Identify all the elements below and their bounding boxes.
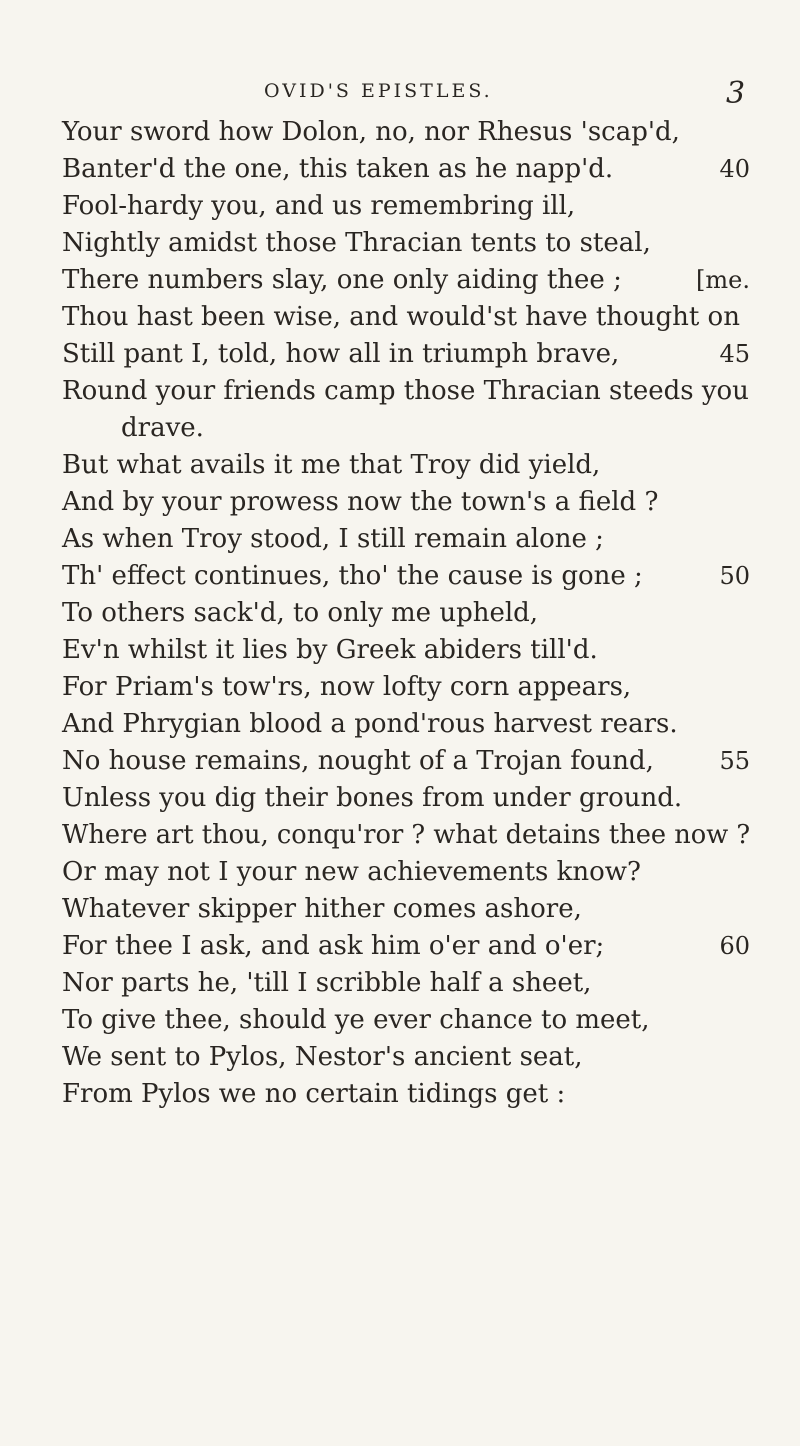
verse-line: To others sack'd, to only me upheld, xyxy=(62,598,539,628)
line-number: 50 xyxy=(719,562,750,590)
verse-line: As when Troy stood, I still remain alone ; xyxy=(62,524,604,554)
verse-line: Whatever skipper hither comes ashore, xyxy=(62,894,582,924)
verse-line: Round your friends camp those Thracian steeds you xyxy=(62,376,749,406)
line-number: [me. xyxy=(696,266,750,294)
verse-line: From Pylos we no certain tidings get : xyxy=(62,1079,566,1109)
line-number: 55 xyxy=(719,747,750,775)
verse-line: To give thee, should ye ever chance to meet, xyxy=(62,1005,650,1035)
verse-line: Banter'd the one, this taken as he napp'd. 40 xyxy=(62,151,750,187)
verse-line: Unless you dig their bones from under ground. xyxy=(62,783,683,813)
verse-line: Thou hast been wise, and would'st have thought on xyxy=(62,302,740,332)
verse-line: Nor parts he, 'till I scribble half a sheet, xyxy=(62,968,592,998)
verse-line: Th' effect continues, tho' the cause is gone ; 50 xyxy=(62,558,750,594)
verse-line: For Priam's tow'rs, now lofty corn appears, xyxy=(62,672,632,702)
verse-line: Ev'n whilst it lies by Greek abiders till'd. xyxy=(62,635,598,665)
page-number: 3 xyxy=(726,76,746,111)
verse-line: There numbers slay, one only aiding thee ; [me. xyxy=(62,262,750,298)
line-number: 60 xyxy=(719,932,750,960)
verse-line: For thee I ask, and ask him o'er and o'er; 60 xyxy=(62,928,750,964)
verse-line: Fool-hardy you, and us remembring ill, xyxy=(62,191,576,221)
verse-line: We sent to Pylos, Nestor's ancient seat, xyxy=(62,1042,583,1072)
verse-line: And by your prowess now the town's a field ? xyxy=(62,487,659,517)
verse-line: Still pant I, told, how all in triumph brave, 45 xyxy=(62,336,750,372)
verse-line: Or may not I your new achievements know? xyxy=(62,857,641,887)
verse-line: And Phrygian blood a pond'rous harvest rears. xyxy=(62,709,678,739)
verse-line: Where art thou, conqu'ror ? what detains thee now ? xyxy=(62,820,751,850)
verse-line: But what avails it me that Troy did yield, xyxy=(62,450,601,480)
verse-line: Your sword how Dolon, no, nor Rhesus 'scap'd, xyxy=(62,117,680,147)
running-head: OVID'S EPISTLES. xyxy=(264,80,493,102)
verse-line: Nightly amidst those Thracian tents to steal, xyxy=(62,228,651,258)
line-number: 45 xyxy=(719,340,750,368)
verse-line: No house remains, nought of a Trojan found, 55 xyxy=(62,743,750,779)
line-number: 40 xyxy=(719,155,750,183)
verse-line-turnover: drave. xyxy=(121,413,204,443)
